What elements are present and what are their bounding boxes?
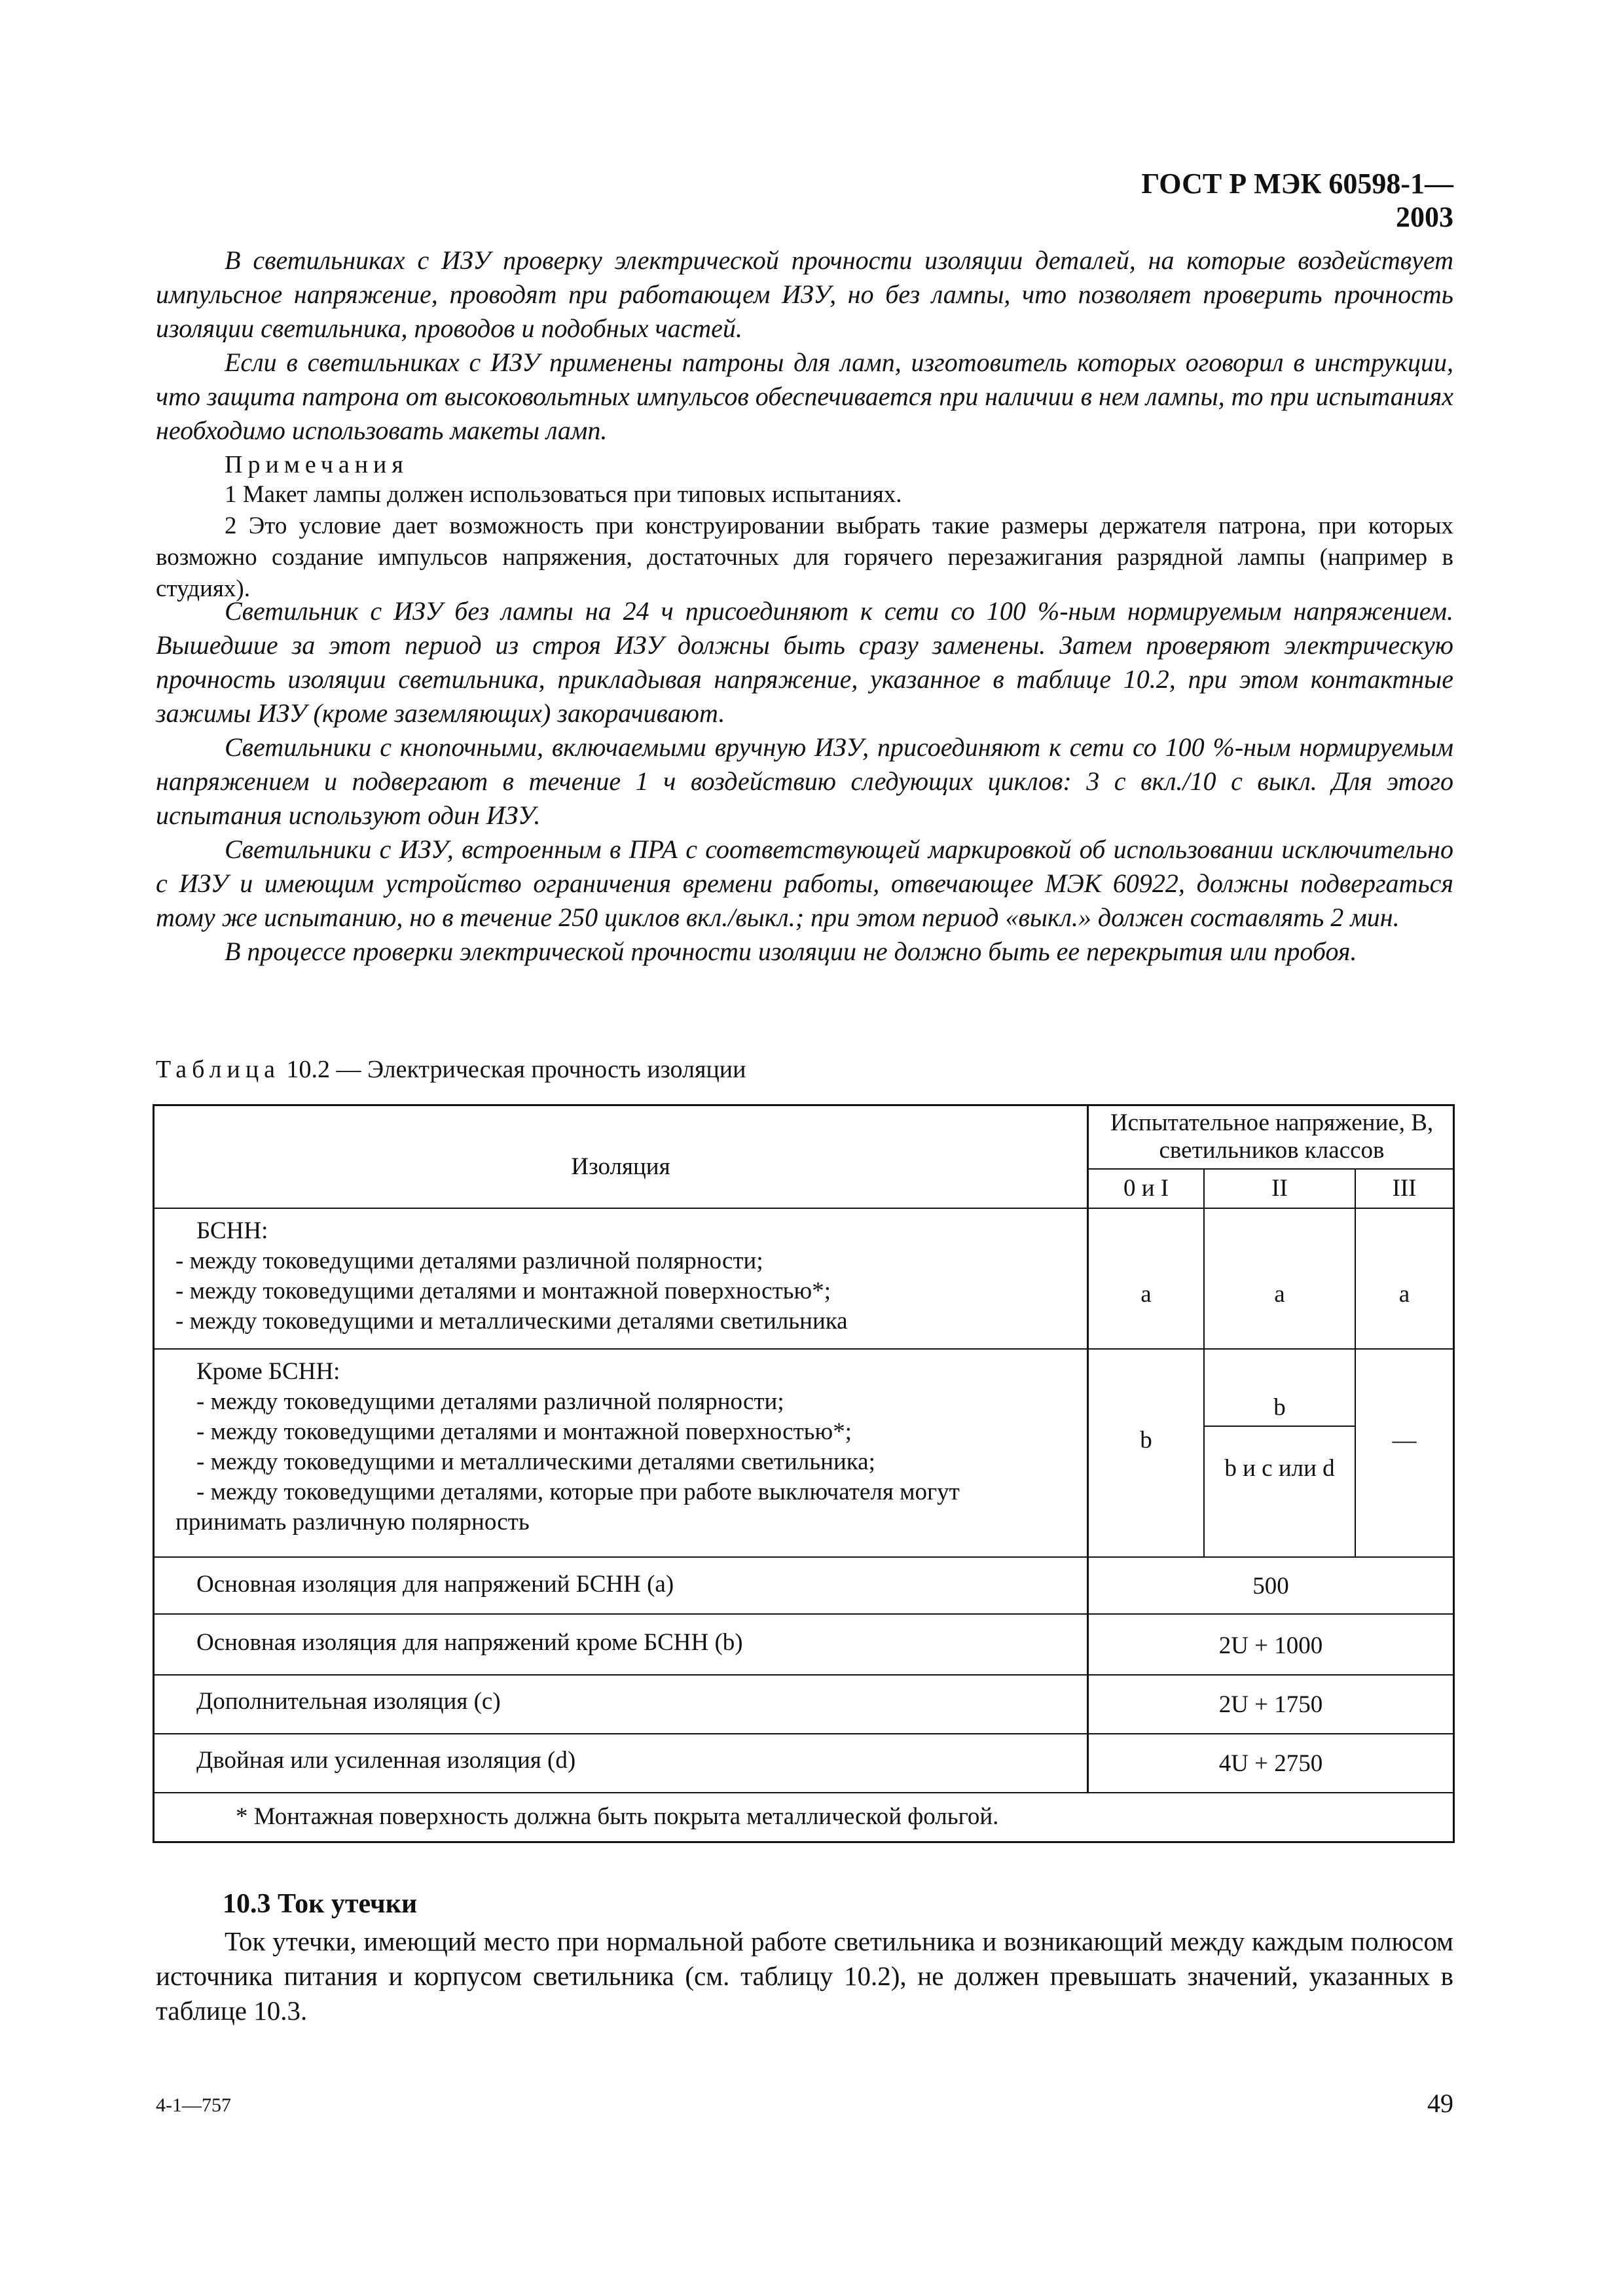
header-test-voltage: Испытательное напряжение, В, светильников классов	[1110, 1109, 1434, 1164]
row-non-sely-item: - между токоведущими деталями различной полярности;	[196, 1388, 784, 1415]
row-sely-item: - между токоведущими и металлическими деталями светильника	[175, 1308, 848, 1335]
row-non-sely-value-II-top: b	[1273, 1394, 1286, 1421]
row-sely-value-II: a	[1274, 1281, 1285, 1308]
note-1: 1 Макет лампы должен использоваться при типовых испытаниях.	[225, 481, 902, 508]
table-caption-label: Таблица	[156, 1056, 281, 1083]
row-sely-title: БСНН:	[196, 1217, 268, 1244]
note-2: 2 Это условие дает возможность при конструировании выбрать такие размеры держателя патрона, при которых возможно создание импульсов напряжения, достаточных для горячего перезажигания разрядной лампы (например в студиях).	[156, 512, 1453, 602]
row-supplementary-label: Дополнительная изоляция (c)	[196, 1688, 501, 1715]
intro-paragraph-2: Если в светильниках с ИЗУ применены патроны для ламп, изготовитель которых оговорил в инструкции, что защита патрона от высоковольтных импульсов обеспечивается при наличии в нем лампы, то при испытаниях необходимо использовать макеты ламп.	[156, 348, 1453, 445]
document-code: ГОСТ Р МЭК 60598-1—2003	[1141, 168, 1453, 233]
paragraph-1: Светильник с ИЗУ без лампы на 24 ч присоединяют к сети со 100 %-ным нормируемым напряжением. Вышедшие за этот период из строя ИЗУ должны быть сразу заменены. Затем проверяют электрическую прочность изоляции светильника, прикладывая напряжение, указанное в таблице 10.2, при этом контактные зажимы ИЗУ (кроме заземляющих) закорачивают.	[156, 596, 1453, 728]
footer-code: 4-1—757	[156, 2094, 231, 2116]
row-double-label: Двойная или усиленная изоляция (d)	[196, 1747, 576, 1774]
header-insulation: Изоляция	[571, 1153, 670, 1180]
intro-paragraph-1: В светильниках с ИЗУ проверку электрической прочности изоляции деталей, на которые воздействует импульсное напряжение, проводят при работающем ИЗУ, но без лампы, что позволяет проверить прочность изоляции светильника, проводов и подобных частей.	[156, 245, 1453, 343]
row-non-sely-value-II-bottom: b и с или d	[1224, 1455, 1335, 1482]
notes-block	[156, 450, 1453, 605]
row-sely-item: - между токоведущими деталями и монтажной поверхностью*;	[175, 1278, 831, 1304]
row-non-sely-item: - между токоведущими деталями и монтажной поверхностью*;	[196, 1418, 852, 1445]
row-double-value: 4U + 2750	[1218, 1750, 1323, 1777]
row-non-sely-item: - между токоведущими деталями, которые при работе выключателя могут	[196, 1479, 960, 1505]
table-footnote: * Монтажная поверхность должна быть покрыта металлической фольгой.	[236, 1803, 999, 1830]
table-caption-text: 10.2 — Электрическая прочность изоляции	[286, 1056, 746, 1083]
row-non-sely-value-III: —	[1392, 1427, 1417, 1454]
header-class-III: III	[1392, 1175, 1417, 1202]
header-class-II: II	[1271, 1175, 1288, 1202]
section-title: 10.3 Ток утечки	[223, 1889, 418, 1919]
row-basic-sely-label: Основная изоляция для напряжений БСНН (a)	[196, 1571, 674, 1598]
row-non-sely-title: Кроме БСНН:	[196, 1358, 340, 1385]
row-non-sely-tail: принимать различную полярность	[175, 1509, 530, 1535]
row-non-sely-item: - между токоведущими и металлическими деталями светильника;	[196, 1448, 875, 1475]
table-caption	[156, 1055, 746, 1084]
row-basic-non-sely-value: 2U + 1000	[1218, 1632, 1323, 1659]
paragraph-2: Светильники с кнопочными, включаемыми вручную ИЗУ, присоединяют к сети со 100 %-ным нормируемым напряжением и подвергают в течение 1 ч воздействию следующих циклов: 3 с вкл./10 с выкл. Для этого испытания используют один ИЗУ.	[156, 732, 1453, 830]
row-sely-value-III: a	[1398, 1281, 1410, 1308]
row-basic-sely-value: 500	[1252, 1573, 1289, 1600]
intro-block	[156, 243, 1453, 448]
paragraph-3: Светильники с ИЗУ, встроенным в ПРА с соответствующей маркировкой об использовании исключительно с ИЗУ и имеющим устройство ограничения времени работы, отвечающее МЭК 60922, должны подвергаться тому же испытанию, но в течение 250 циклов вкл./выкл.; при этом период «выкл.» должен составлять 2 мин.	[156, 834, 1453, 932]
row-supplementary-value: 2U + 1750	[1218, 1691, 1323, 1718]
section-paragraph: Ток утечки, имеющий место при нормальной работе светильника и возникающий между каждым полюсом источника питания и корпусом светильника (см. таблицу 10.2), не должен превышать значений, указанных в таблице 10.3.	[156, 1926, 1453, 2026]
paragraph-4: В процессе проверки электрической прочности изоляции не должно быть ее перекрытия или пробоя.	[225, 937, 1357, 966]
header-class-0-I: 0 и I	[1123, 1175, 1169, 1202]
row-sely-items	[175, 1246, 1079, 1336]
page-number: 49	[1427, 2089, 1453, 2118]
section-body	[156, 1924, 1453, 2028]
body-paragraphs	[156, 594, 1453, 969]
row-non-sely-items	[196, 1387, 1084, 1507]
row-non-sely-value-0-I: b	[1140, 1427, 1152, 1454]
row-sely-value-0-I: a	[1140, 1281, 1152, 1308]
row-sely-item: - между токоведущими деталями различной полярности;	[175, 1247, 763, 1274]
row-basic-non-sely-label: Основная изоляция для напряжений кроме БСНН (b)	[196, 1629, 743, 1656]
notes-title: Примечания	[225, 451, 409, 478]
